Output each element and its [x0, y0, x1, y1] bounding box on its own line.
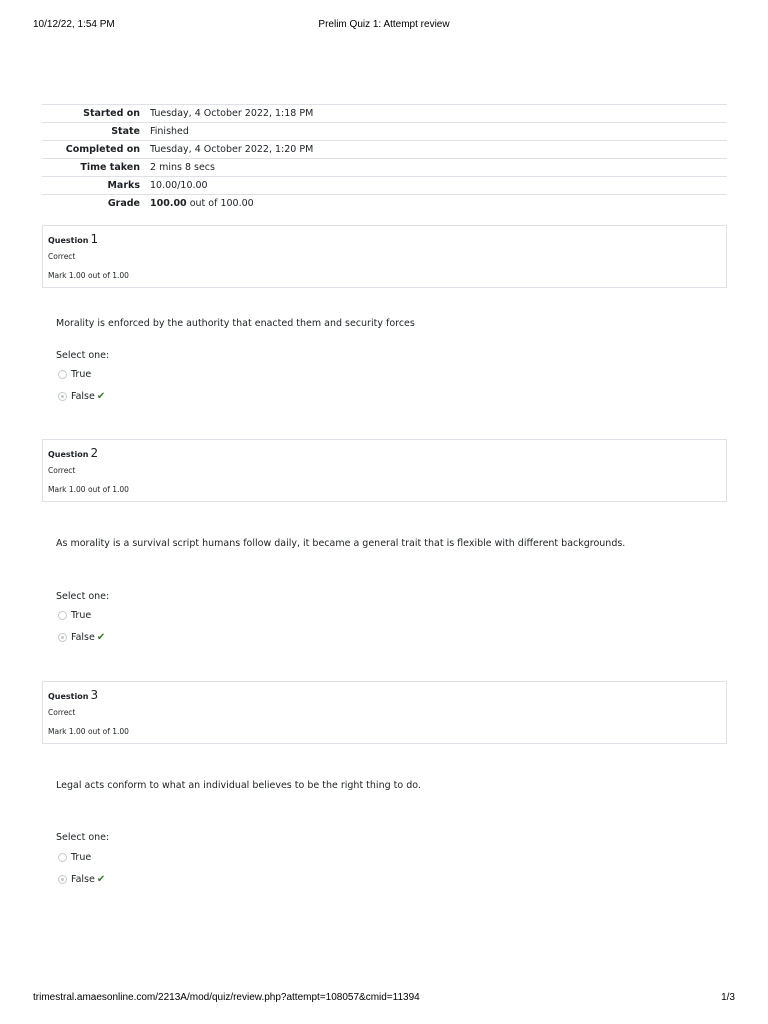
summary-row-grade: [42, 195, 727, 213]
select-one-prompt: Select one:: [56, 350, 110, 361]
grade-suffix: out of 100.00: [186, 198, 254, 210]
radio-button[interactable]: [58, 611, 67, 620]
summary-label: Grade: [107, 198, 140, 210]
question-info-1: [42, 225, 727, 288]
question-text-2: As morality is a survival script humans follow daily, it became a general trait that is flexible with different backgrounds.: [56, 538, 626, 549]
question-text-1: Morality is enforced by the authority that enacted them and security forces: [56, 318, 415, 329]
print-datetime: 10/12/22, 1:54 PM: [33, 19, 115, 30]
summary-label: Started on: [83, 108, 140, 119]
answer-label: True: [71, 852, 92, 863]
answer-label: False: [71, 874, 95, 885]
answer-label: True: [71, 369, 92, 380]
attempt-summary-table: [42, 104, 727, 213]
print-header: [33, 19, 735, 33]
question-mark: Mark 1.00 out of 1.00: [48, 271, 129, 280]
page-number: 1/3: [721, 992, 735, 1003]
summary-row-completed: [42, 141, 727, 159]
question-state: Correct: [48, 252, 76, 261]
question-mark: Mark 1.00 out of 1.00: [48, 485, 129, 494]
radio-button-selected[interactable]: [58, 633, 67, 642]
print-footer: [33, 992, 735, 1006]
summary-value: 10.00/10.00: [150, 180, 208, 191]
print-page-title: Prelim Quiz 1: Attempt review: [318, 19, 450, 30]
select-one-prompt: Select one:: [56, 591, 110, 602]
summary-value: 2 mins 8 secs: [150, 162, 215, 173]
summary-row-marks: [42, 177, 727, 195]
summary-value: Tuesday, 4 October 2022, 1:18 PM: [150, 108, 314, 119]
question-info-2: [42, 439, 727, 502]
summary-label: Completed on: [65, 144, 140, 155]
select-one-prompt: Select one:: [56, 832, 110, 843]
summary-value: Tuesday, 4 October 2022, 1:20 PM: [150, 144, 314, 155]
question-text-3: Legal acts conform to what an individual believes to be the right thing to do.: [56, 780, 421, 791]
radio-button[interactable]: [58, 370, 67, 379]
radio-button-selected[interactable]: [58, 875, 67, 884]
summary-value: Finished: [150, 126, 189, 137]
radio-button-selected[interactable]: [58, 392, 67, 401]
answer-label: False: [71, 632, 95, 643]
summary-label: Marks: [107, 180, 140, 191]
summary-row-state: [42, 123, 727, 141]
answer-label: False: [71, 391, 95, 402]
question-number: Question 2: [48, 446, 99, 460]
summary-value: [150, 195, 727, 213]
check-icon: ✔: [96, 391, 106, 402]
summary-label: Time taken: [80, 162, 140, 173]
radio-button[interactable]: [58, 853, 67, 862]
question-mark: Mark 1.00 out of 1.00: [48, 727, 129, 736]
check-icon: ✔: [96, 874, 106, 885]
grade-score: 100.00: [150, 198, 187, 210]
answer-label: True: [71, 610, 92, 621]
page-url: trimestral.amaesonline.com/2213A/mod/quiz/review.php?attempt=108057&cmid=11394: [33, 992, 420, 1003]
summary-row-time: [42, 159, 727, 177]
question-state: Correct: [48, 708, 76, 717]
summary-label: State: [111, 126, 140, 137]
question-number: Question 1: [48, 232, 99, 246]
summary-row-started: [42, 105, 727, 123]
question-number: Question 3: [48, 688, 99, 702]
question-state: Correct: [48, 466, 76, 475]
question-info-3: [42, 681, 727, 744]
check-icon: ✔: [96, 632, 106, 643]
